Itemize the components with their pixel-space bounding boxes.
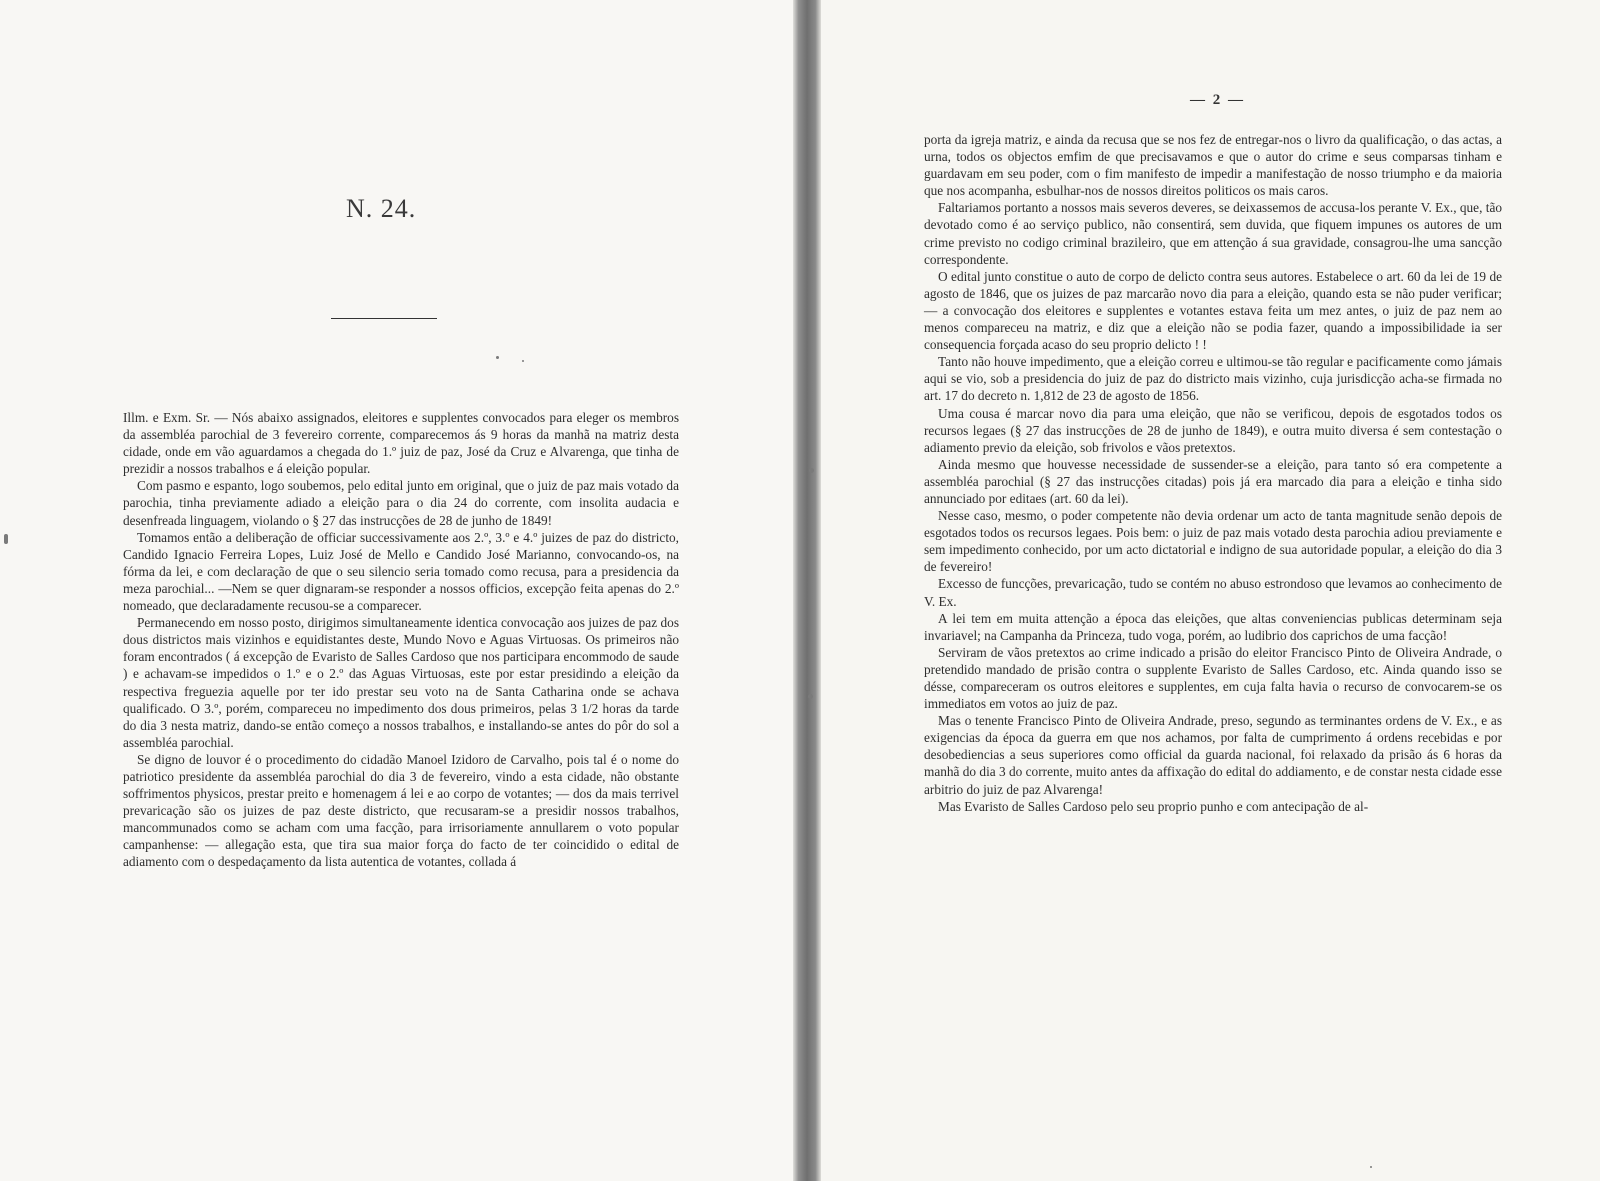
paper-speck [809,468,814,473]
paragraph: Faltariamos portanto a nossos mais severos deveres, se deixassemos de accusa-los perante V. Ex., que, tão devotado como é ao serviço publico, não consentirá, sem duvida, que fiquem impunes os autores de um crime previsto no codigo criminal brazileiro, que em attenção á sua gravidade, consagrou-lhe uma sancção correspondente. [924,200,1502,267]
page-number: — 2 — [1190,92,1245,108]
paper-speck [1370,1166,1372,1168]
paragraph: Com pasmo e espanto, logo soubemos, pelo edital junto em original, que o juiz de paz mais votado da parochia, tinha previamente adiado a eleição para o dia 24 do corrente, com insolita audacia e desenfreada linguagem, violando o § 27 das instrucções de 28 de junho de 1849! [123,478,679,528]
paragraph: Mas o tenente Francisco Pinto de Oliveira Andrade, preso, segundo as terminantes ordens de V. Ex., e as exigencias da época da guerra em que nos achamos, por falta de cumprimento á ordens recebidas e por desobediencias a seus superiores como official da guarda nacional, foi relaxado da prisão ás 6 horas da manhã do dia 3 do corrente, muito antes da affixação do edital do addiamento, e de constar nesta cidade esse arbitrio do juiz de paz Alvarenga! [924,713,1502,797]
paragraph: Serviram de vãos pretextos ao crime indicado a prisão do eleitor Francisco Pinto de Oliveira Andrade, o pretendido mandado de prisão contra o supplente Evaristo de Salles Cardoso, etc. Ainda quando isso se désse, compareceram os outros eleitores e supplentes, em cuja falta havia o recurso de convocarem-se os immediatos em votos ao juiz de paz. [924,644,1502,712]
paragraph: Ainda mesmo que houvesse necessidade de sussender-se a eleição, para tanto só era competente a assembléa parochial (§ 27 das instrucções citadas) pois já era marcado dia para a eleição e tinha sido annunciado por editaes (art. 60 da lei). [924,456,1502,506]
paragraph: O edital junto constitue o auto de corpo de delicto contra seus autores. Estabelece o art. 60 da lei de 19 de agosto de 1846, que os juizes de paz marcarão novo dia para a eleição, quando esta se não puder verificar; — a convocação dos eleitores e supplentes e votantes estava feita um mez antes, o juiz de paz nem ao menos compareceu na matriz, e diz que a eleição não se podia fazer, quando a impossibilidade ia ser consequencia forçada acaso do seu proprio delicto ! ! [924,268,1502,353]
title-rule [331,318,437,319]
right-page-text [924,131,1502,815]
paragraph: Se digno de louvor é o procedimento do cidadão Manoel Izidoro de Carvalho, pois tal é o nome do patriotico presidente da assembléa parochial do dia 3 de fevereiro, vindo a esta cidade, não obstante soffrimentos physicos, prestar preito e homenagem á lei e ao corpo de votantes; — dos da mais terrivel prevaricação são os juizes de paz deste districto, que recusaram-se a presidir nossos trabalhos, mancommunados como se acham com uma facção, para irrisoriamente annullarem o voto popular campanhense: — allegação esta, que tira sua maior força do facto de ter coincidido o edital de adiamento com o despedaçamento da lista autentica de votantes, collada á [123,751,679,870]
paragraph: Nesse caso, mesmo, o poder competente não devia ordenar um acto de tanta magnitude senão depois de esgotados todos os recursos legaes. Pois bem: o juiz de paz mais votado desta parochia adiou previamente e sem impedimento conhecido, por um acto dictatorial e indigno de sua autoridade popular, a eleição do dia 3 de fevereiro! [924,508,1502,575]
paper-speck [808,694,813,699]
document-number: N. 24. [346,194,417,223]
paragraph: Permanecendo em nosso posto, dirigimos simultaneamente identica convocação aos juizes de paz dos dous districtos mais vizinhos e equidistantes deste, Mundo Novo e Aguas Virtuosas. Os primeiros não foram encontrados ( á excepção de Evaristo de Salles Cardoso que nos participara encommodo de saude ) e achavam-se impedidos o 1.º e o 2.º das Aguas Virtuosas, este por estar presidindo a eleição da respectiva freguezia aquelle por ter ido prestar seu voto na de Santa Catharina onde se achava qualificado. O 3.º, porém, compareceu no impedimento dos dous primeiros, pelas 3 1/2 horas da tarde do dia 3 nesta matriz, dando-se então começo a nossos trabalhos, e installando-se antes do pôr do sol a assembléa parochial. [123,615,679,750]
right-page [821,0,1600,1181]
paragraph: Uma cousa é marcar novo dia para uma eleição, que não se verificou, depois de esgotados todos os recursos legaes (§ 27 das instrucções de 28 de junho de 1849), e outra muito diversa é sem contestação o adiamento previo da eleição, sob frivolos e vãos pretextos. [924,405,1502,455]
paragraph: porta da igreja matriz, e ainda da recusa que se nos fez de entregar-nos o livro da qualificação, o das actas, a urna, todos os objectos emfim de que precisavamos e que o autor do crime e seus comparsas tinham e guardavam em seu poder, com o fim manifesto de impedir a manifestação de nosso triumpho e da maioria que nos acompanha, esbulhar-nos de nossos direitos politicos os mais caros. [924,132,1502,199]
left-page [0,0,793,1181]
paragraph: Tanto não houve impedimento, que a eleição correu e ultimou-se tão regular e pacificamente como jámais aqui se vio, sob a presidencia do juiz de paz do districto mais vizinho, cuja jurisdicção acha-se firmada no art. 17 do decreto n. 1,812 de 23 de agosto de 1856. [924,354,1502,404]
paragraph: Illm. e Exm. Sr. — Nós abaixo assignados, eleitores e supplentes convocados para eleger os membros da assembléa parochial de 3 fevereiro corrente, comparecemos ás 9 horas da manhã na matriz desta cidade, onde em vão aguardamos a chegada do 1.º juiz de paz, José da Cruz e Alvarenga, que tinha de prezidir a nossos trabalhos e á eleição popular. [123,410,679,477]
paragraph: A lei tem em muita attenção a época das eleições, que altas conveniencias publicas determinam seja invariavel; na Campanha da Princeza, tudo voga, porém, ao ludibrio dos caprichos de uma facção! [924,610,1502,643]
paper-speck [496,356,499,359]
paragraph: Tomamos então a deliberação de officiar successivamente aos 2.º, 3.º e 4.º juizes de paz do districto, Candido Ignacio Ferreira Lopes, Luiz José de Mello e Candido José Marianno, convocando-os, na fórma da lei, e com declaração de que o seu silencio seria tomado como recusa, para a presidencia da meza parochial... —Nem se quer dignaram-se responder a nossos officios, excepção feita apenas do 2.º nomeado, que declaradamente recusou-se a comparecer. [123,529,679,614]
left-page-text [123,409,679,871]
paper-speck [522,360,524,362]
paper-speck [4,534,8,544]
paragraph: Excesso de funcções, prevaricação, tudo se contém no abuso estrondoso que levamos ao conhecimento de V. Ex. [924,576,1502,609]
paragraph: Mas Evaristo de Salles Cardoso pelo seu proprio punho e com antecipação de al- [938,798,1369,814]
book-gutter [793,0,821,1181]
